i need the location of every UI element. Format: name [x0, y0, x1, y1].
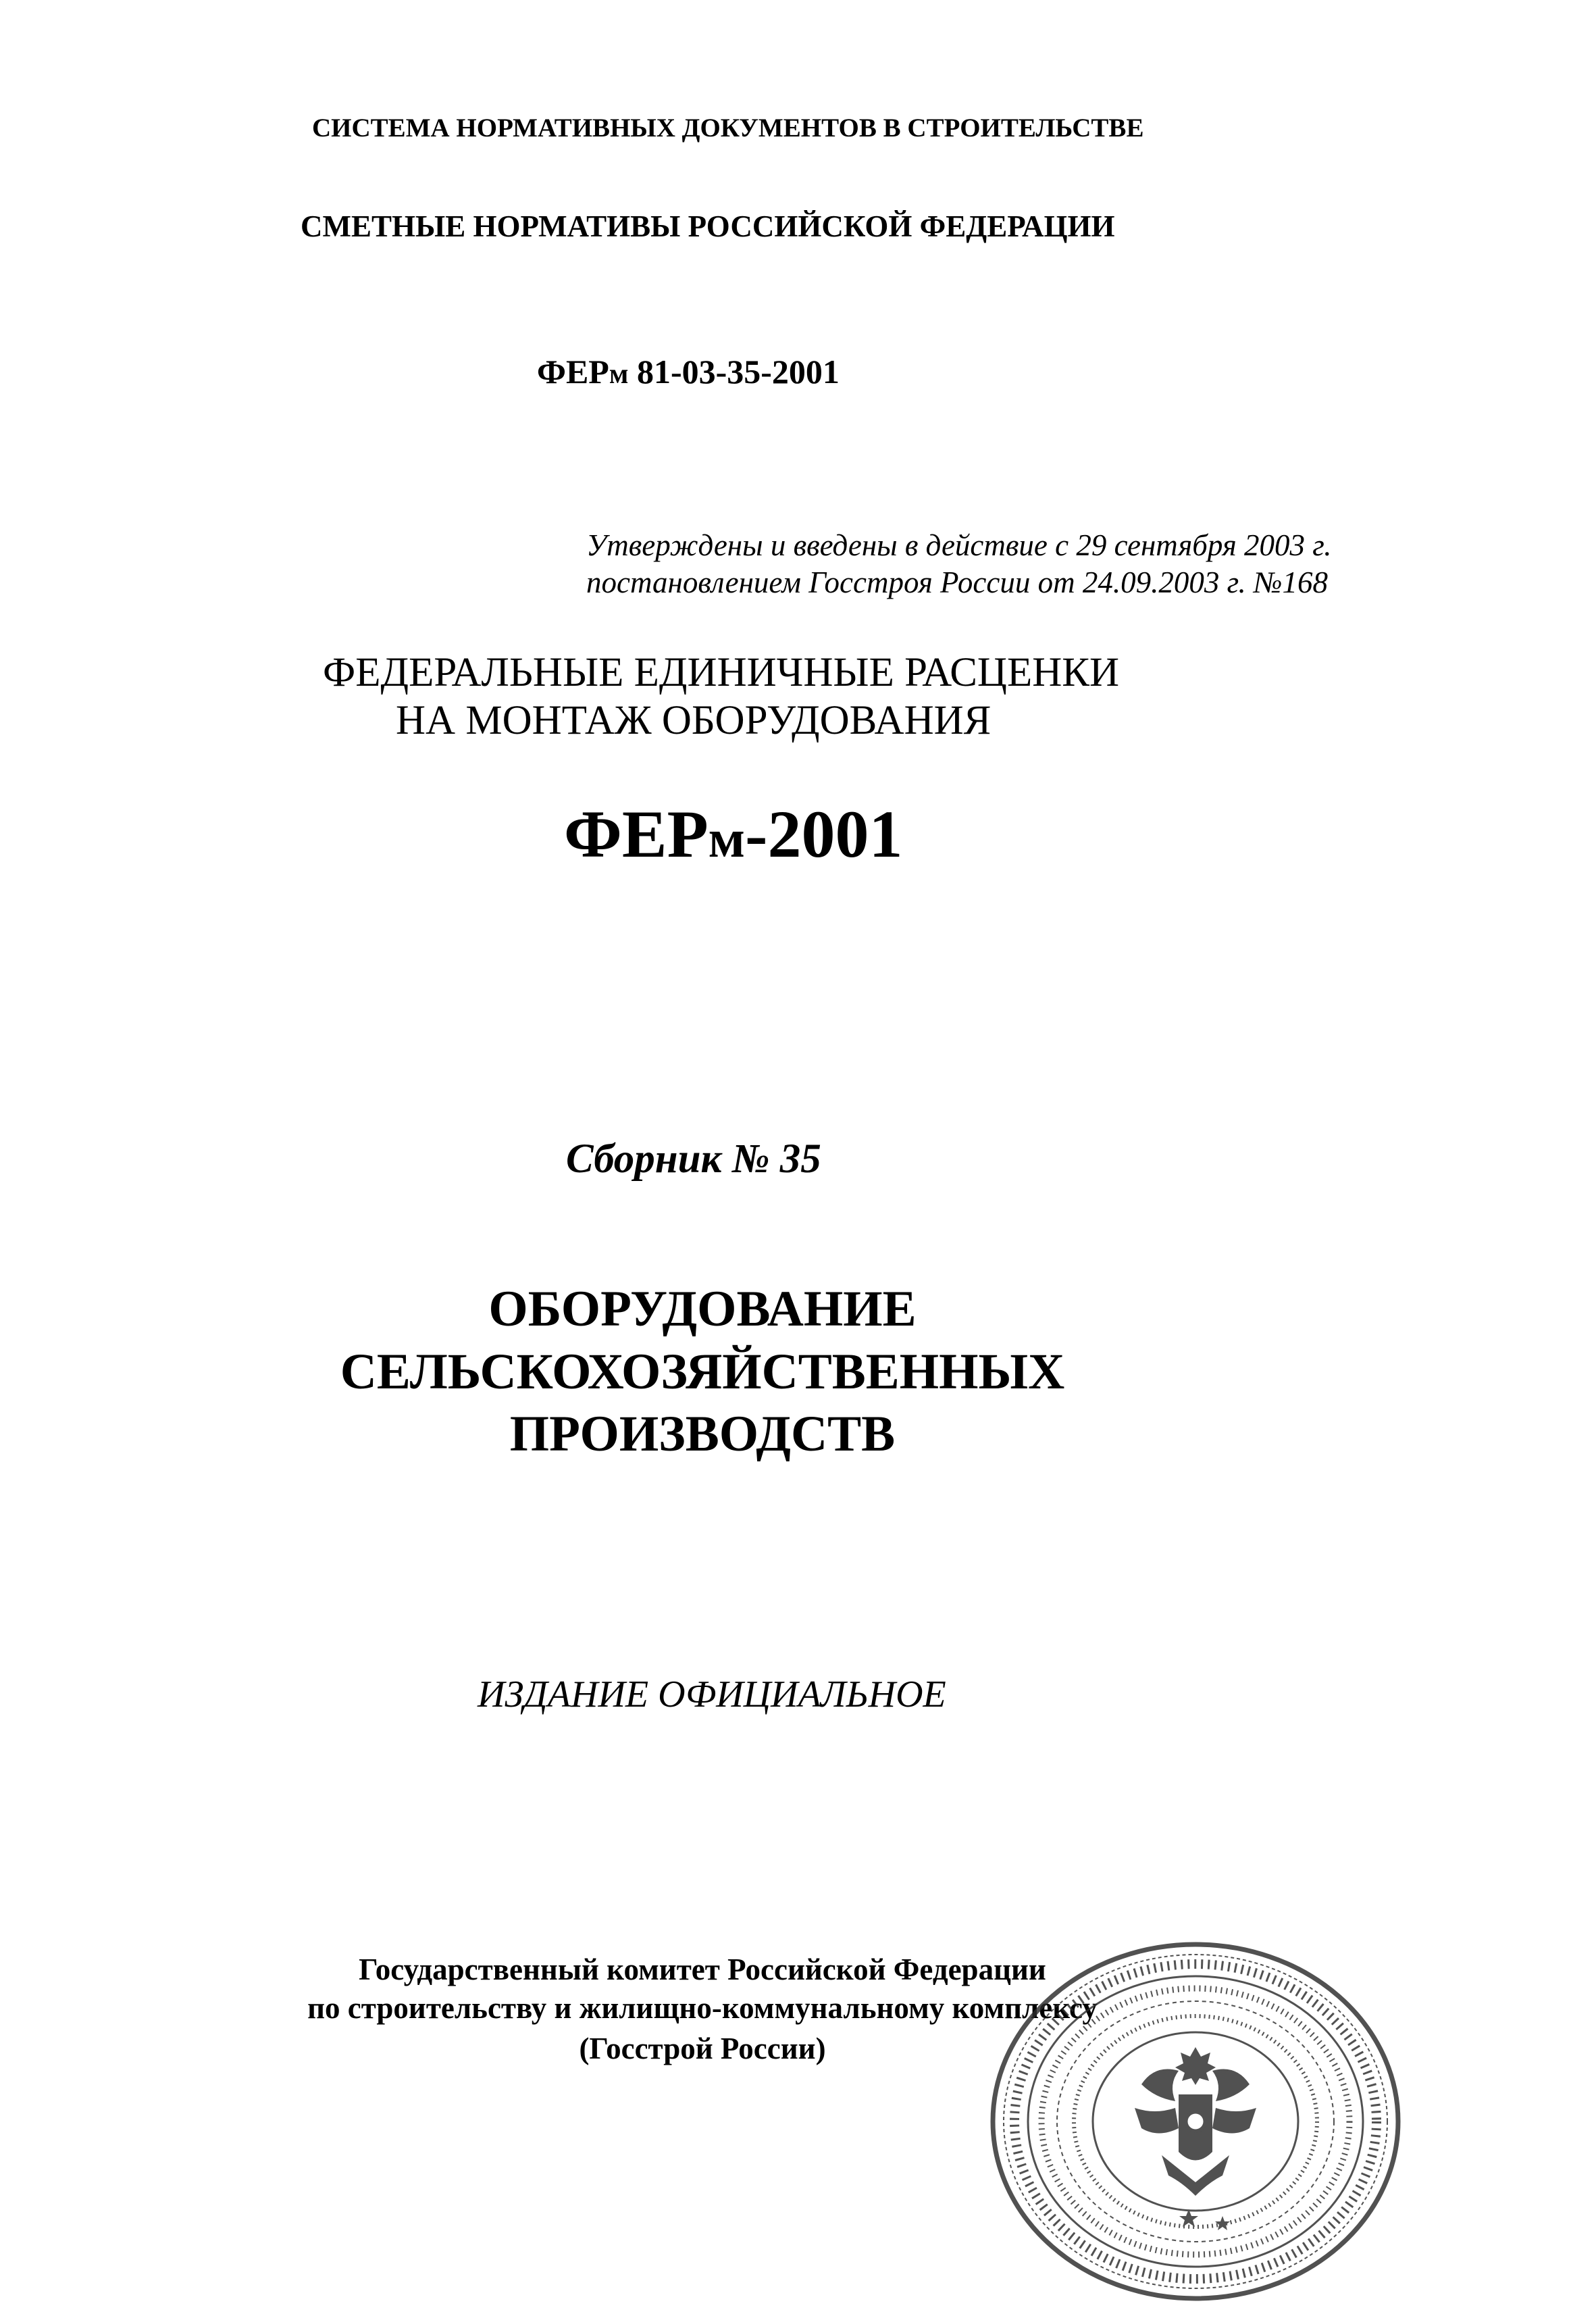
document-code	[537, 353, 840, 391]
series-title: СИСТЕМА НОРМАТИВНЫХ ДОКУМЕНТОВ В СТРОИТЕЛЬСТВЕ	[312, 114, 1144, 143]
document-code-suffix: м	[609, 359, 629, 390]
official-seal-icon	[986, 1939, 1405, 2304]
approval-line-2: постановлением Госстроя России от 24.09.2003 г. №168	[586, 565, 1328, 599]
ferm-code-heading	[564, 797, 903, 872]
publisher-line-1: Государственный комитет Российской Федерации	[359, 1953, 1046, 1986]
subject-line-1: ОБОРУДОВАНИЕ	[488, 1281, 917, 1337]
ferm-code-suffix: м	[708, 809, 746, 869]
approval-line-1: Утверждены и введены в действие с 29 сентября 2003 г.	[586, 528, 1332, 562]
edition-label: ИЗДАНИЕ ОФИЦИАЛЬНОЕ	[478, 1674, 946, 1715]
collection-number: Сборник № 35	[566, 1136, 821, 1182]
ferm-code-prefix: ФЕР	[564, 797, 709, 872]
document-code-prefix: ФЕР	[537, 353, 609, 391]
subject-line-3: ПРОИЗВОДСТВ	[509, 1406, 896, 1462]
main-title-line-1: ФЕДЕРАЛЬНЫЕ ЕДИНИЧНЫЕ РАСЦЕНКИ	[323, 650, 1120, 695]
subject-line-2: СЕЛЬСКОХОЗЯЙСТВЕННЫХ	[340, 1344, 1065, 1400]
main-title-line-2: НА МОНТАЖ ОБОРУДОВАНИЯ	[396, 698, 992, 743]
publisher-line-2: по строительству и жилищно-коммунальному комплексу	[307, 1991, 1098, 2025]
ferm-code-year: -2001	[745, 797, 903, 872]
estimate-norms-title: СМЕТНЫЕ НОРМАТИВЫ РОССИЙСКОЙ ФЕДЕРАЦИИ	[301, 209, 1115, 243]
publisher-line-3: (Госстрой России)	[579, 2032, 826, 2065]
document-code-number: 81-03-35-2001	[628, 353, 840, 391]
